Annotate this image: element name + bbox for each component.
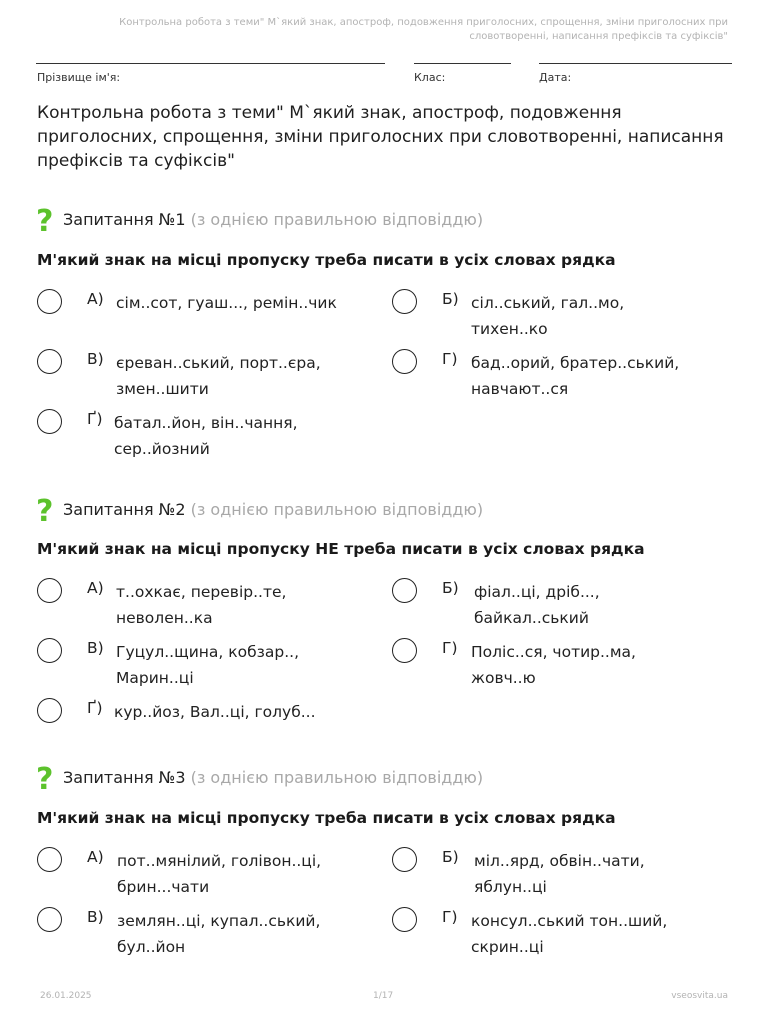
option-text: консул..ський тон..ший, скрин..ці [471, 912, 668, 956]
running-header: Контрольна робота з теми" М`який знак, апостроф, подовження приголосних, спрощення, зміни приголосних при словотворенні, написання префіксів та суфіксів" [119, 17, 728, 42]
radio-button[interactable] [37, 289, 62, 314]
option-text: єреван..ський, порт..єра, змен..шити [116, 354, 321, 398]
option-text: кур..йоз, Вал..ці, голуб... [114, 703, 316, 721]
radio-button[interactable] [392, 349, 417, 374]
option-letter: А) [87, 579, 104, 597]
option-text: фіал..ці, дріб..., байкал..ський [474, 583, 600, 627]
option-text: сіл..ський, гал..мо, тихен..ко [471, 294, 625, 338]
question-hint: (з однією правильною відповіддю) [190, 768, 484, 787]
question-3-title [63, 768, 483, 787]
question-number: Запитання №1 [63, 210, 186, 229]
option-letter: Ґ) [87, 699, 103, 717]
question-number: Запитання №2 [63, 500, 186, 519]
question-1-text: М'який знак на місці пропуску треба писати в усіх словах рядка [37, 251, 616, 269]
radio-button[interactable] [37, 409, 62, 434]
radio-button[interactable] [37, 349, 62, 374]
date-label: Дата: [539, 71, 572, 84]
option-text: Поліс..ся, чотир..ма, жовч..ю [471, 643, 636, 687]
radio-button[interactable] [37, 638, 62, 663]
option-letter: Г) [442, 350, 458, 368]
radio-button[interactable] [37, 907, 62, 932]
question-hint: (з однією правильною відповіддю) [190, 500, 484, 519]
option-text: батал..йон, він..чання, сер..йозний [114, 414, 298, 458]
option-text: пот..мянілий, голівон..ці, брин...чати [117, 852, 322, 896]
option-letter: Б) [442, 848, 459, 866]
option-letter: В) [87, 350, 104, 368]
option-text: т..охкає, перевір..те, неволен..ка [116, 583, 287, 627]
radio-button[interactable] [392, 289, 417, 314]
option-text: Гуцул..щина, кобзар.., Марин..ці [116, 643, 300, 687]
option-text: міл..ярд, обвін..чати, яблун..ці [474, 852, 645, 896]
option-letter: Ґ) [87, 410, 103, 428]
radio-button[interactable] [37, 698, 62, 723]
option-text: бад..орий, братер..ський, навчают..ся [471, 354, 680, 398]
footer-page-number: 1/17 [373, 991, 394, 1001]
question-2-text: М'який знак на місці пропуску НЕ треба писати в усіх словах рядка [37, 540, 645, 558]
question-mark-icon: ? [36, 762, 54, 797]
radio-button[interactable] [37, 847, 62, 872]
question-hint: (з однією правильною відповіддю) [190, 210, 484, 229]
option-letter: В) [87, 908, 104, 926]
radio-button[interactable] [392, 907, 417, 932]
radio-button[interactable] [392, 578, 417, 603]
question-number: Запитання №3 [63, 768, 186, 787]
name-label: Прізвище ім'я: [37, 71, 121, 84]
footer-site: vseosvita.ua [671, 991, 728, 1001]
footer-date: 26.01.2025 [40, 991, 92, 1001]
radio-button[interactable] [37, 578, 62, 603]
question-mark-icon: ? [36, 494, 54, 529]
option-letter: Г) [442, 908, 458, 926]
class-label: Клас: [414, 71, 446, 84]
name-line [36, 63, 385, 64]
option-letter: А) [87, 848, 104, 866]
class-line [414, 63, 511, 64]
option-letter: Б) [442, 579, 459, 597]
radio-button[interactable] [392, 847, 417, 872]
test-title: Контрольна робота з теми" М`який знак, апостроф, подовження приголосних, спрощення, зміни приголосних при словотворенні, написання префіксів та суфіксів" [37, 103, 724, 171]
option-letter: Г) [442, 639, 458, 657]
question-mark-icon: ? [36, 204, 54, 239]
option-text: землян..ці, купал..ський, бул..йон [117, 912, 321, 956]
date-line [539, 63, 732, 64]
question-3-text: М'який знак на місці пропуску треба писати в усіх словах рядка [37, 809, 616, 827]
option-letter: Б) [442, 290, 459, 308]
option-letter: А) [87, 290, 104, 308]
question-2-title [63, 500, 483, 519]
question-1-title [63, 210, 483, 229]
option-letter: В) [87, 639, 104, 657]
radio-button[interactable] [392, 638, 417, 663]
option-text: сім..сот, гуаш..., ремін..чик [116, 294, 337, 312]
